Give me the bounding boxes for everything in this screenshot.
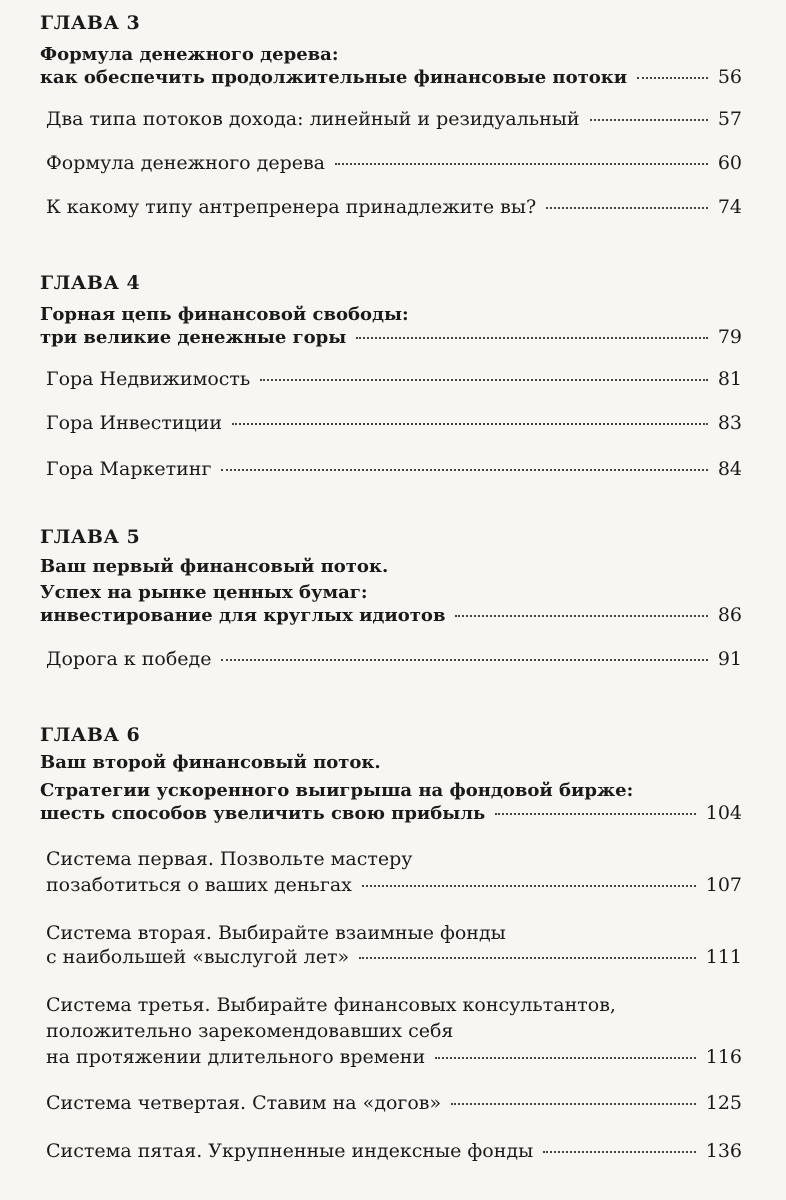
page-number: 57 [717, 108, 742, 130]
toc-entry [46, 1140, 742, 1162]
leader-dots [221, 659, 707, 661]
toc-entry [46, 946, 742, 968]
page-number: 60 [717, 152, 742, 174]
chapter-4-title-entry [40, 326, 742, 348]
toc-entry [46, 648, 742, 670]
toc-entry [46, 196, 742, 218]
chapter-5-title-line3: инвестирование для круглых идиотов [40, 605, 446, 626]
leader-dots [543, 1151, 696, 1153]
toc-entry [46, 874, 742, 896]
page-number: 91 [717, 648, 742, 670]
toc-entry-label: Формула денежного дерева [46, 152, 326, 174]
toc-entry [46, 1046, 742, 1068]
toc-entry [46, 152, 742, 174]
page-number: 136 [705, 1140, 742, 1162]
page-number: 111 [705, 946, 742, 968]
leader-dots [455, 615, 707, 617]
page-number: 79 [717, 326, 742, 348]
toc-entry-label: позаботиться о ваших деньгах [46, 874, 352, 896]
chapter-5-title-line2: Успех на рынке ценных бумаг: [40, 582, 368, 603]
leader-dots [221, 469, 707, 471]
chapter-6-title-line2: Стратегии ускоренного выигрыша на фондовой бирже: [40, 780, 634, 801]
chapter-5-title-entry [40, 604, 742, 626]
page-number: 125 [705, 1092, 742, 1114]
leader-dots [435, 1057, 696, 1059]
toc-entry [46, 108, 742, 130]
leader-dots [495, 813, 695, 815]
toc-entry-label: Система третья. Выбирайте финансовых консультантов, [46, 994, 616, 1016]
page-number: 104 [705, 802, 742, 824]
chapter-4-heading: ГЛАВА 4 [40, 272, 141, 294]
chapter-5-title-line1: Ваш первый финансовый поток. [40, 556, 389, 577]
leader-dots [232, 423, 708, 425]
toc-entry-label: на протяжении длительного времени [46, 1046, 426, 1068]
chapter-3-title-line2: как обеспечить продолжительные финансовые потоки [40, 67, 628, 88]
chapter-3-title-line1: Формула денежного дерева: [40, 44, 339, 65]
toc-entry-label: Система вторая. Выбирайте взаимные фонды [46, 922, 506, 944]
toc-entry-label: Два типа потоков дохода: линейный и резидуальный [46, 108, 580, 130]
toc-entry [46, 1092, 742, 1114]
leader-dots [637, 77, 708, 79]
leader-dots [362, 885, 696, 887]
toc-entry [46, 458, 742, 480]
leader-dots [451, 1103, 696, 1105]
page-number: 116 [705, 1046, 742, 1068]
page-number: 74 [717, 196, 742, 218]
chapter-4-title-line1: Горная цепь финансовой свободы: [40, 304, 409, 325]
leader-dots [359, 957, 696, 959]
toc-entry-label: К какому типу антрепренера принадлежите вы? [46, 196, 537, 218]
toc-entry-label: Гора Маркетинг [46, 458, 212, 480]
chapter-3-heading: ГЛАВА 3 [40, 12, 141, 34]
leader-dots [590, 119, 708, 121]
leader-dots [356, 337, 708, 339]
toc-entry [46, 412, 742, 434]
toc-entry-label: Дорога к победе [46, 648, 212, 670]
page-number: 83 [717, 412, 742, 434]
chapter-6-heading: ГЛАВА 6 [40, 724, 141, 746]
toc-entry-label: Система четвертая. Ставим на «догов» [46, 1092, 442, 1114]
chapter-6-title-line1: Ваш второй финансовый поток. [40, 752, 381, 773]
leader-dots [546, 207, 708, 209]
show-through-block [420, 10, 740, 1160]
toc-entry-label: Система пятая. Укрупненные индексные фонды [46, 1140, 534, 1162]
chapter-3-title-entry [40, 66, 742, 88]
toc-entry [46, 368, 742, 390]
chapter-4-title-line2: три великие денежные горы [40, 327, 347, 348]
leader-dots [335, 163, 708, 165]
toc-entry-label: Гора Инвестиции [46, 412, 223, 434]
toc-entry-label: с наибольшей «выслугой лет» [46, 946, 350, 968]
chapter-6-title-entry [40, 802, 742, 824]
leader-dots [260, 379, 708, 381]
toc-entry-label: положительно зарекомендовавших себя [46, 1020, 454, 1042]
chapter-6-title-line3: шесть способов увеличить свою прибыль [40, 803, 486, 824]
toc-entry-label: Система первая. Позвольте мастеру [46, 848, 413, 870]
page-number: 81 [717, 368, 742, 390]
page-number: 107 [705, 874, 742, 896]
chapter-5-heading: ГЛАВА 5 [40, 526, 141, 548]
page-number: 84 [717, 458, 742, 480]
page-number: 86 [717, 604, 742, 626]
page-number: 56 [717, 66, 742, 88]
toc-entry-label: Гора Недвижимость [46, 368, 251, 390]
